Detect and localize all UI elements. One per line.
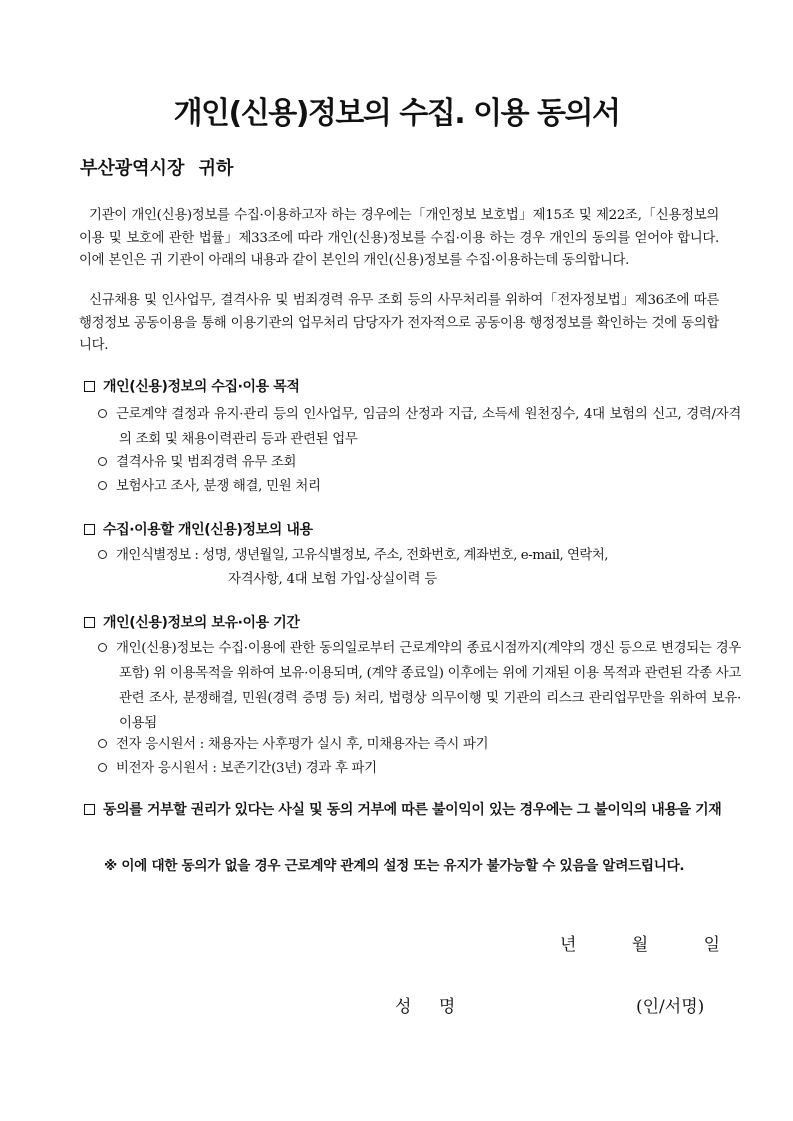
date-month: 월 bbox=[631, 935, 649, 955]
checkbox-square-icon bbox=[84, 381, 95, 392]
list-item bbox=[98, 636, 741, 736]
circle-bullet-icon bbox=[98, 763, 107, 772]
date-line bbox=[560, 930, 720, 955]
checkbox-square-icon bbox=[84, 524, 95, 535]
signature-mark: (인/서명) bbox=[636, 997, 705, 1017]
list-item-text: 비전자 응시원서 : 보존기간(3년) 경과 후 파기 bbox=[116, 761, 377, 776]
circle-bullet-icon bbox=[98, 481, 107, 490]
section-period-heading bbox=[84, 612, 299, 632]
list-item-text: 보험사고 조사, 분쟁 해결, 민원 처리 bbox=[116, 479, 321, 494]
refusal-note: ※ 이에 대한 동의가 없을 경우 근로계약 관계의 설정 또는 유지가 불가능할 수 있음을 알려드립니다. bbox=[104, 858, 685, 874]
section-heading-text: 개인(신용)정보의 보유·이용 기간 bbox=[103, 615, 300, 631]
document-title: 개인(신용)정보의 수집. 이용 동의서 bbox=[173, 96, 620, 131]
circle-bullet-icon bbox=[98, 739, 107, 748]
list-item-text: 자격사항, 4대 보험 가입·상실이력 등 bbox=[228, 572, 437, 587]
addressee: 부산광역시장 귀하 bbox=[80, 158, 234, 179]
signature-name-label: 성 명 bbox=[395, 997, 456, 1017]
list-item-text: 개인식별정보 : 성명, 생년월일, 고유식별정보, 주소, 전화번호, 계좌번호, e-mail, 연락처, bbox=[116, 548, 609, 563]
list-item bbox=[98, 543, 720, 568]
checkbox-square-icon bbox=[84, 804, 95, 815]
list-item-text: 결격사유 및 범죄경력 유무 조회 bbox=[116, 455, 297, 470]
list-item-text: 전자 응시원서 : 채용자는 사후평가 실시 후, 미채용자는 즉시 파기 bbox=[116, 737, 489, 752]
refusal-heading-text: 동의를 거부할 권리가 있다는 사실 및 동의 거부에 따른 불이익이 있는 경우에는 그 불이익의 내용을 기재 bbox=[103, 802, 722, 818]
list-item bbox=[98, 756, 720, 781]
date-year: 년 bbox=[560, 935, 577, 955]
checkbox-square-icon bbox=[84, 617, 95, 628]
list-item bbox=[98, 450, 720, 475]
date-day: 일 bbox=[703, 935, 720, 955]
list-item-continuation bbox=[228, 567, 708, 592]
list-item bbox=[98, 474, 720, 499]
circle-bullet-icon bbox=[98, 409, 107, 418]
refusal-heading bbox=[84, 796, 746, 824]
section-purpose-heading bbox=[84, 376, 299, 396]
intro-paragraph-2: 신규채용 및 인사업무, 결격사유 및 범죄경력 유무 조회 등의 사무처리를 위하여「전자정보법」제36조에 따른 행정정보 공동이용을 통해 이용기관의 업무처리 담당자가 전자적으로 공동이용 행정정보를 확인하는 것에 동의합니다. bbox=[79, 293, 719, 353]
circle-bullet-icon bbox=[98, 550, 107, 559]
list-item bbox=[98, 402, 741, 452]
intro-paragraph-1: 기관이 개인(신용)정보를 수집·이용하고자 하는 경우에는「개인정보 보호법」제15조 및 제22조,「신용정보의 이용 및 보호에 관한 법률」제33조에 따라 개인(신용)정보를 수집·이용 하는 경우 개인의 동의를 얻어야 합니다. 이에 본인은 귀 기관이 아래의 내용과 같이 본인의 개인(신용)정보를 수집·이용하는데 동의합니다. bbox=[79, 208, 719, 268]
list-item bbox=[98, 732, 720, 757]
section-content-heading bbox=[84, 519, 313, 539]
circle-bullet-icon bbox=[98, 457, 107, 466]
circle-bullet-icon bbox=[98, 643, 107, 652]
list-item-text: 근로계약 결정과 유지·관리 등의 인사업무, 임금의 산정과 지급, 소득세 원천징수, 4대 보험의 신고, 경력/자격의 조회 및 채용이력관리 등과 관련된 업무 bbox=[116, 407, 741, 447]
section-heading-text: 수집·이용할 개인(신용)정보의 내용 bbox=[103, 522, 313, 538]
section-heading-text: 개인(신용)정보의 수집·이용 목적 bbox=[103, 379, 300, 395]
list-item-text: 개인(신용)정보는 수집·이용에 관한 동의일로부터 근로계약의 종료시점까지(계약의 갱신 등으로 변경되는 경우 포함) 위 이용목적을 위하여 보유·이용되며, (계약 종료일) 이후에는 위에 기재된 이용 목적과 관련된 각종 사고관련 조사, 분쟁해결, 민원(경력 증명 등) 처리, 법령상 의무이행 및 기관의 리스크 관리업무만을 위하여 보유·이용됨 bbox=[116, 641, 741, 731]
